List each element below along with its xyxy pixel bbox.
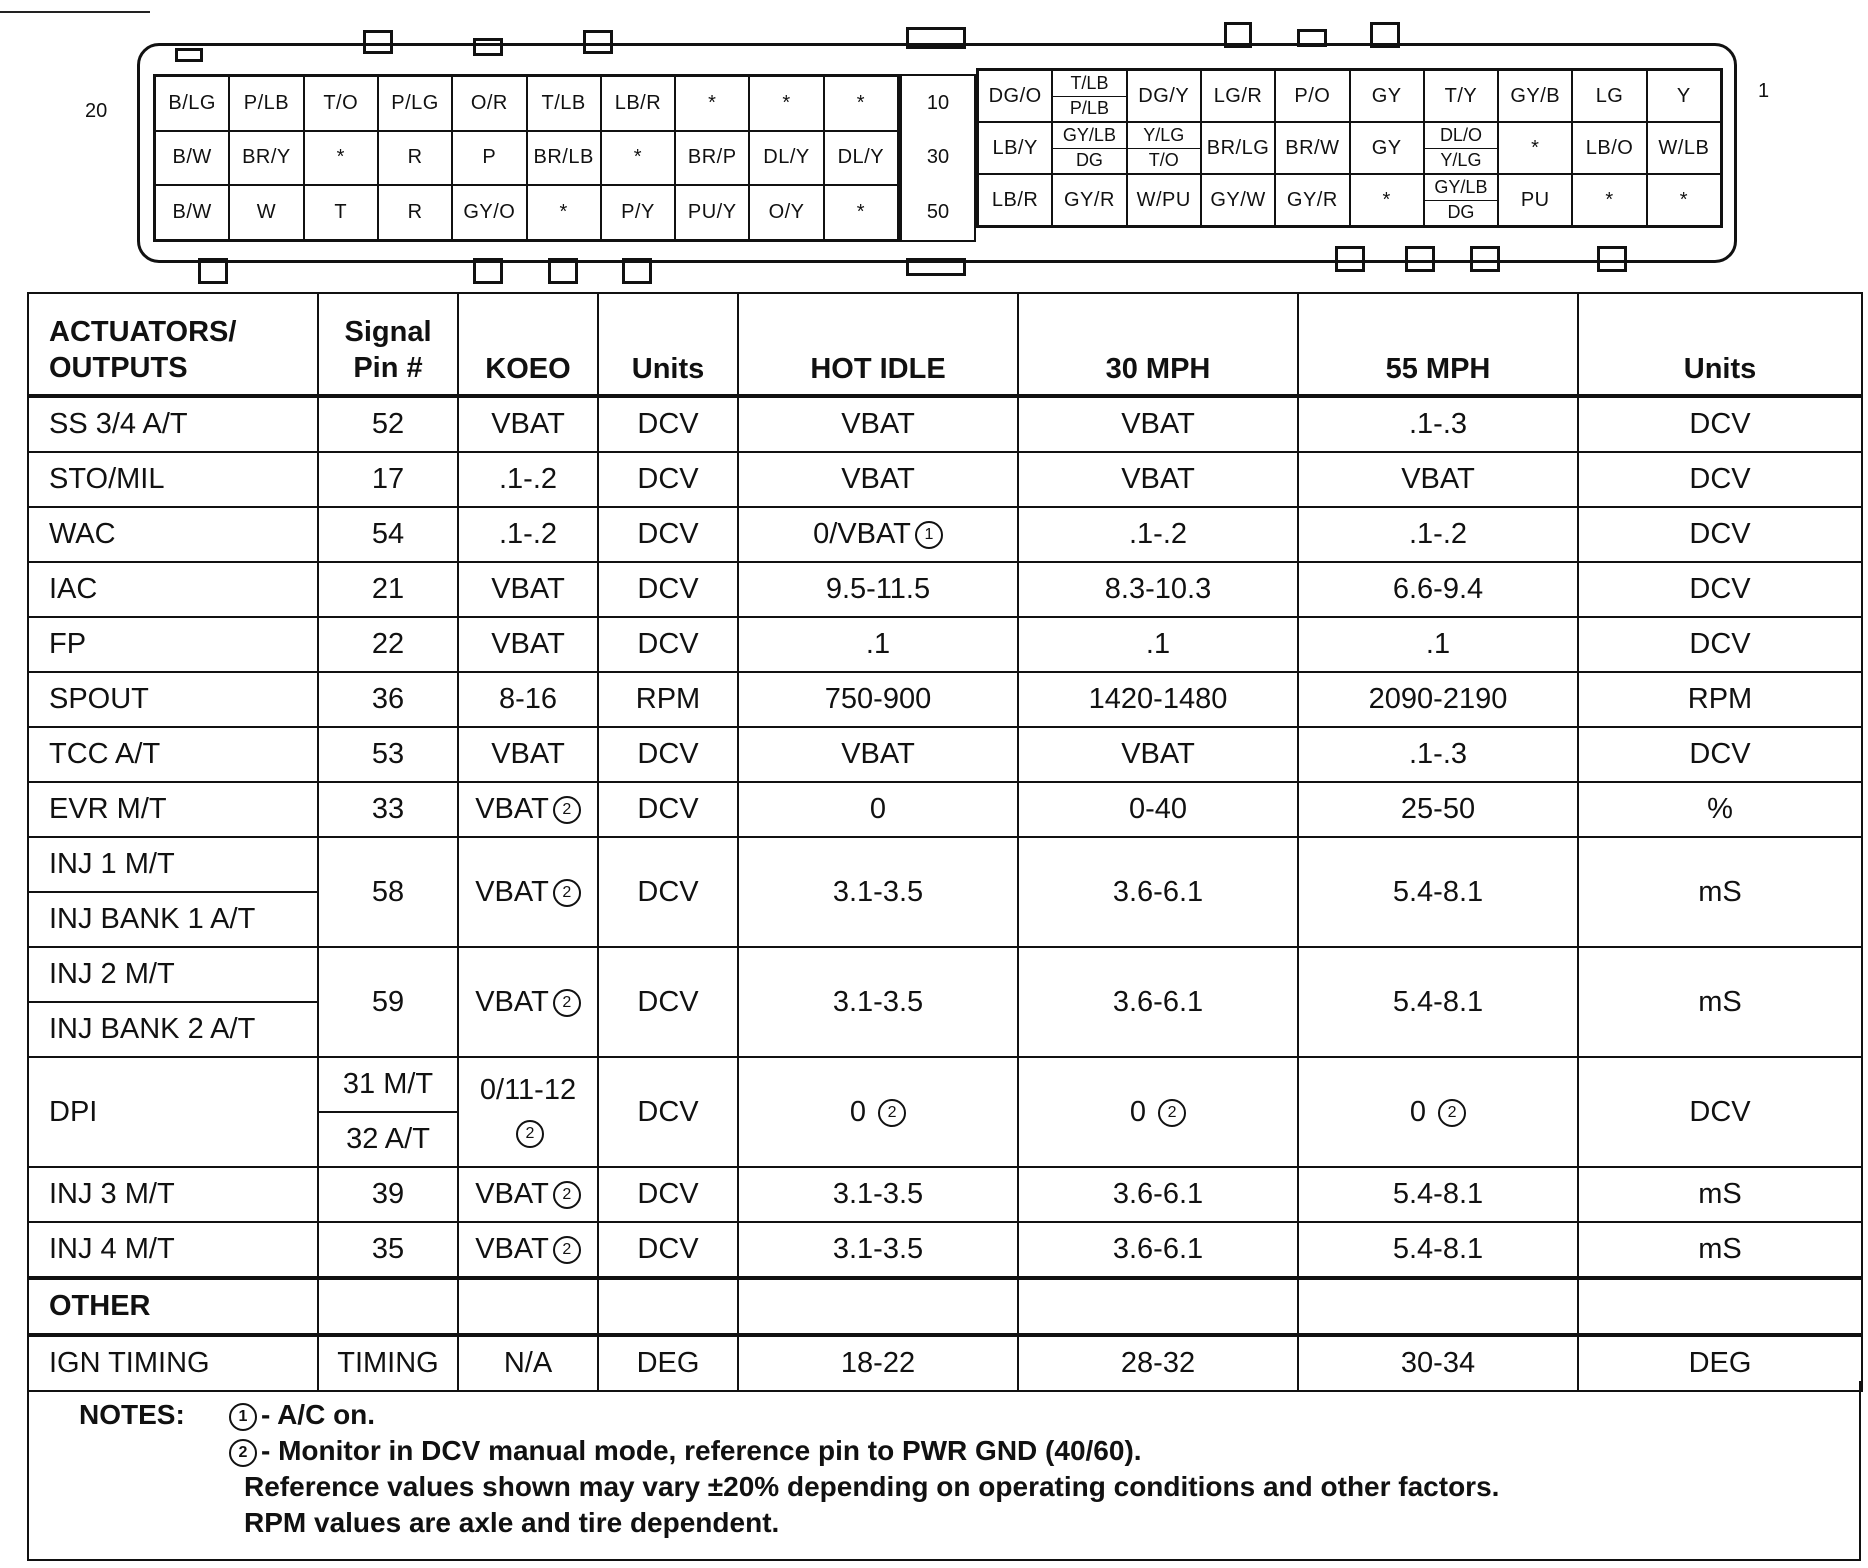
- note-2-icon: 2: [553, 879, 581, 907]
- row-koeo: 0/11-12 2: [458, 1057, 598, 1167]
- wire-color-split: GY/LB DG: [1424, 174, 1498, 226]
- row-30-mph: .1: [1018, 617, 1298, 672]
- row-name: DPI: [28, 1057, 318, 1167]
- wire-color: LB/Y: [978, 122, 1052, 174]
- row-hot-idle: 0 2: [738, 1057, 1018, 1167]
- row-units: DCV: [598, 562, 738, 617]
- table-row: [28, 947, 1862, 1002]
- row-units: DCV: [598, 507, 738, 562]
- header-hot-idle: HOT IDLE: [738, 293, 1018, 396]
- table-header-row: [28, 293, 1862, 396]
- row-units: DCV: [598, 947, 738, 1057]
- wire-color: Y: [1647, 70, 1721, 122]
- row-units-2: DCV: [1578, 727, 1862, 782]
- row-name: TCC A/T: [28, 727, 318, 782]
- row-30-mph: VBAT: [1018, 396, 1298, 452]
- row-55-mph: 5.4-8.1: [1298, 947, 1578, 1057]
- wire-color-split: T/LB P/LB: [1052, 70, 1126, 122]
- row-pin: 59: [318, 947, 458, 1057]
- table-row: [28, 617, 1862, 672]
- row-units: RPM: [598, 672, 738, 727]
- wire-color-split: DL/O Y/LG: [1424, 122, 1498, 174]
- wire-color: B/LG: [155, 76, 229, 131]
- wire-color: GY: [1350, 122, 1424, 174]
- wire-color: P/Y: [601, 185, 675, 240]
- wire-color: O/R: [452, 76, 526, 131]
- row-pin: 32 A/T: [318, 1112, 458, 1167]
- row-55-mph: 2090-2190: [1298, 672, 1578, 727]
- wire-color: B/W: [155, 131, 229, 186]
- header-koeo: KOEO: [458, 293, 598, 396]
- row-pin: 58: [318, 837, 458, 947]
- wire-color: P/LB: [229, 76, 303, 131]
- row-units-2: mS: [1578, 947, 1862, 1057]
- table-row: [28, 1057, 1862, 1112]
- table-row: [28, 727, 1862, 782]
- row-55-mph: .1-.3: [1298, 727, 1578, 782]
- row-units: DCV: [598, 782, 738, 837]
- row-name: IAC: [28, 562, 318, 617]
- row-hot-idle: 3.1-3.5: [738, 837, 1018, 947]
- row-units-2: DCV: [1578, 1057, 1862, 1167]
- table-row: [28, 562, 1862, 617]
- wire-color: LG: [1572, 70, 1646, 122]
- connector-mid-column: [900, 74, 976, 242]
- row-units-2: DCV: [1578, 452, 1862, 507]
- row-units: DEG: [598, 1335, 738, 1391]
- row-pin: TIMING: [318, 1335, 458, 1391]
- row-koeo: 8-16: [458, 672, 598, 727]
- header-30-mph: 30 MPH: [1018, 293, 1298, 396]
- notes-box: [27, 1381, 1861, 1561]
- connector-right-block: [976, 68, 1723, 228]
- pin-label-20: 20: [85, 100, 108, 122]
- row-hot-idle: 3.1-3.5: [738, 947, 1018, 1057]
- wire-color: T/LB: [527, 76, 601, 131]
- row-pin: 31 M/T: [318, 1057, 458, 1112]
- wire-color: GY: [1350, 70, 1424, 122]
- row-30-mph: .1-.2: [1018, 507, 1298, 562]
- row-name: INJ 4 M/T: [28, 1222, 318, 1278]
- wire-color: *: [1647, 174, 1721, 226]
- row-units: DCV: [598, 1057, 738, 1167]
- row-pin: 21: [318, 562, 458, 617]
- connector-left-block: [153, 74, 900, 242]
- row-units: DCV: [598, 727, 738, 782]
- note-2-icon: 2: [553, 989, 581, 1017]
- note-1-icon: 1: [229, 1403, 257, 1431]
- wire-color: W: [229, 185, 303, 240]
- notes-label: NOTES:: [79, 1399, 185, 1430]
- note-2-icon: 2: [553, 1236, 581, 1264]
- row-55-mph: 25-50: [1298, 782, 1578, 837]
- row-55-mph: .1-.3: [1298, 396, 1578, 452]
- row-units-2: DCV: [1578, 617, 1862, 672]
- wire-color: *: [824, 76, 898, 131]
- row-30-mph: 0 2: [1018, 1057, 1298, 1167]
- note-2-icon: 2: [1438, 1099, 1466, 1127]
- wire-color: R: [378, 185, 452, 240]
- row-30-mph: 3.6-6.1: [1018, 1222, 1298, 1278]
- row-hot-idle: 3.1-3.5: [738, 1167, 1018, 1222]
- row-units: DCV: [598, 1167, 738, 1222]
- wire-color: GY/O: [452, 185, 526, 240]
- row-hot-idle: 9.5-11.5: [738, 562, 1018, 617]
- row-name: SS 3/4 A/T: [28, 396, 318, 452]
- row-name: INJ 1 M/T: [28, 837, 318, 892]
- row-hot-idle: 750-900: [738, 672, 1018, 727]
- wire-color: GY/W: [1201, 174, 1275, 226]
- row-units-2: RPM: [1578, 672, 1862, 727]
- wire-color: P: [452, 131, 526, 186]
- row-units-2: DCV: [1578, 562, 1862, 617]
- row-30-mph: 28-32: [1018, 1335, 1298, 1391]
- row-name: EVR M/T: [28, 782, 318, 837]
- wire-color: W/PU: [1127, 174, 1201, 226]
- wire-color: LG/R: [1201, 70, 1275, 122]
- row-koeo: VBAT 2: [458, 1167, 598, 1222]
- table-row: [28, 1222, 1862, 1278]
- row-units: DCV: [598, 617, 738, 672]
- pin-label-1: 1: [1758, 80, 1770, 102]
- wire-color: LB/R: [978, 174, 1052, 226]
- table-body: [28, 396, 1862, 837]
- reference-values-table: [27, 292, 1863, 1392]
- row-55-mph: VBAT: [1298, 452, 1578, 507]
- row-units: DCV: [598, 452, 738, 507]
- row-55-mph: 5.4-8.1: [1298, 1167, 1578, 1222]
- wire-color: W/LB: [1647, 122, 1721, 174]
- row-koeo: VBAT: [458, 562, 598, 617]
- wire-color: *: [675, 76, 749, 131]
- row-hot-idle: 3.1-3.5: [738, 1222, 1018, 1278]
- row-koeo: N/A: [458, 1335, 598, 1391]
- row-units-2: DCV: [1578, 507, 1862, 562]
- row-hot-idle: VBAT: [738, 727, 1018, 782]
- row-55-mph: 6.6-9.4: [1298, 562, 1578, 617]
- wire-color: DL/Y: [749, 131, 823, 186]
- wire-color: LB/O: [1572, 122, 1646, 174]
- wire-color: PU: [1498, 174, 1572, 226]
- row-koeo: VBAT 2: [458, 1222, 598, 1278]
- top-rule: [0, 11, 150, 13]
- wire-color: B/W: [155, 185, 229, 240]
- table-row: [28, 1167, 1862, 1222]
- row-30-mph: 8.3-10.3: [1018, 562, 1298, 617]
- wire-color: *: [304, 131, 378, 186]
- row-units: DCV: [598, 396, 738, 452]
- row-pin: 52: [318, 396, 458, 452]
- row-30-mph: VBAT: [1018, 727, 1298, 782]
- row-koeo: VBAT: [458, 396, 598, 452]
- row-units: DCV: [598, 1222, 738, 1278]
- row-pin: 22: [318, 617, 458, 672]
- header-signal-pin: Signal Pin #: [318, 293, 458, 396]
- wire-color: PU/Y: [675, 185, 749, 240]
- row-30-mph: 3.6-6.1: [1018, 837, 1298, 947]
- row-30-mph: 1420-1480: [1018, 672, 1298, 727]
- section-row-other: [28, 1278, 1862, 1335]
- row-koeo: VBAT 2: [458, 782, 598, 837]
- note-2-icon: 2: [878, 1099, 906, 1127]
- pin-number-10: 10: [926, 91, 950, 114]
- wire-color: *: [1498, 122, 1572, 174]
- note-3: Reference values shown may vary ±20% depending on operating conditions and other factors.: [244, 1471, 1500, 1502]
- row-units-2: %: [1578, 782, 1862, 837]
- row-koeo: VBAT: [458, 727, 598, 782]
- note-2: 2 - Monitor in DCV manual mode, reference pin to PWR GND (40/60).: [229, 1435, 1142, 1467]
- wire-color: P/O: [1275, 70, 1349, 122]
- row-30-mph: VBAT: [1018, 452, 1298, 507]
- row-30-mph: 0-40: [1018, 782, 1298, 837]
- row-pin: 53: [318, 727, 458, 782]
- row-pin: 39: [318, 1167, 458, 1222]
- row-units-2: mS: [1578, 1222, 1862, 1278]
- pin-number-30: 30: [926, 146, 950, 169]
- wire-color: DL/Y: [824, 131, 898, 186]
- row-name: INJ BANK 1 A/T: [28, 892, 318, 947]
- wire-color: DG/O: [978, 70, 1052, 122]
- row-30-mph: 3.6-6.1: [1018, 947, 1298, 1057]
- wire-color: BR/LG: [1201, 122, 1275, 174]
- row-30-mph: 3.6-6.1: [1018, 1167, 1298, 1222]
- header-actuators: ACTUATORS/ OUTPUTS: [28, 293, 318, 396]
- note-1: 1 - A/C on.: [229, 1399, 375, 1431]
- table-row: [28, 396, 1862, 452]
- wire-color: GY/R: [1052, 174, 1126, 226]
- wire-color: GY/R: [1275, 174, 1349, 226]
- row-koeo: .1-.2: [458, 507, 598, 562]
- wire-color: T/Y: [1424, 70, 1498, 122]
- table-row: [28, 452, 1862, 507]
- wire-color: DG/Y: [1127, 70, 1201, 122]
- table-row: [28, 782, 1862, 837]
- row-55-mph: 5.4-8.1: [1298, 1222, 1578, 1278]
- row-name: FP: [28, 617, 318, 672]
- wire-color: R: [378, 131, 452, 186]
- table-row: [28, 672, 1862, 727]
- row-55-mph: .1: [1298, 617, 1578, 672]
- wire-color: LB/R: [601, 76, 675, 131]
- row-name: IGN TIMING: [28, 1335, 318, 1391]
- row-pin: 17: [318, 452, 458, 507]
- note-2-icon: 2: [553, 1181, 581, 1209]
- row-hot-idle: VBAT: [738, 452, 1018, 507]
- wire-color: BR/LB: [527, 131, 601, 186]
- table-row: [28, 837, 1862, 892]
- wire-color: BR/W: [1275, 122, 1349, 174]
- note-2-icon: 2: [553, 796, 581, 824]
- row-name: SPOUT: [28, 672, 318, 727]
- row-hot-idle: VBAT: [738, 396, 1018, 452]
- wire-color: BR/Y: [229, 131, 303, 186]
- row-name: INJ BANK 2 A/T: [28, 1002, 318, 1057]
- wire-color-split: GY/LB DG: [1052, 122, 1126, 174]
- row-koeo: VBAT: [458, 617, 598, 672]
- row-koeo: VBAT 2: [458, 837, 598, 947]
- wire-color: BR/P: [675, 131, 749, 186]
- header-55-mph: 55 MPH: [1298, 293, 1578, 396]
- wire-color-split: Y/LG T/O: [1127, 122, 1201, 174]
- row-hot-idle: 0: [738, 782, 1018, 837]
- row-pin: 33: [318, 782, 458, 837]
- wire-color: *: [601, 131, 675, 186]
- section-label: OTHER: [28, 1278, 318, 1335]
- row-name: INJ 2 M/T: [28, 947, 318, 1002]
- row-pin: 35: [318, 1222, 458, 1278]
- wire-color: *: [824, 185, 898, 240]
- row-55-mph: .1-.2: [1298, 507, 1578, 562]
- row-name: STO/MIL: [28, 452, 318, 507]
- row-units: DCV: [598, 837, 738, 947]
- wire-color: T: [304, 185, 378, 240]
- note-2-icon: 2: [516, 1120, 544, 1148]
- wire-color: T/O: [304, 76, 378, 131]
- note-2-icon: 2: [1158, 1099, 1186, 1127]
- row-units-2: mS: [1578, 1167, 1862, 1222]
- note-4: RPM values are axle and tire dependent.: [244, 1507, 780, 1538]
- row-55-mph: 0 2: [1298, 1057, 1578, 1167]
- header-units-2: Units: [1578, 293, 1862, 396]
- pin-number-50: 50: [926, 201, 950, 224]
- row-pin: 36: [318, 672, 458, 727]
- row-hot-idle: .1: [738, 617, 1018, 672]
- row-name: INJ 3 M/T: [28, 1167, 318, 1222]
- note-2-icon: 2: [229, 1439, 257, 1467]
- wire-color: *: [1350, 174, 1424, 226]
- row-units-2: DEG: [1578, 1335, 1862, 1391]
- header-units: Units: [598, 293, 738, 396]
- wire-color: *: [1572, 174, 1646, 226]
- row-koeo: .1-.2: [458, 452, 598, 507]
- row-units-2: DCV: [1578, 396, 1862, 452]
- row-name: WAC: [28, 507, 318, 562]
- wire-color: *: [749, 76, 823, 131]
- row-55-mph: 30-34: [1298, 1335, 1578, 1391]
- wire-color: O/Y: [749, 185, 823, 240]
- row-units-2: mS: [1578, 837, 1862, 947]
- row-koeo: VBAT 2: [458, 947, 598, 1057]
- wire-color: GY/B: [1498, 70, 1572, 122]
- row-hot-idle: 0/VBAT 1: [738, 507, 1018, 562]
- wire-color: P/LG: [378, 76, 452, 131]
- note-1-icon: 1: [915, 521, 943, 549]
- row-hot-idle: 18-22: [738, 1335, 1018, 1391]
- wire-color: *: [527, 185, 601, 240]
- table-row: [28, 507, 1862, 562]
- row-55-mph: 5.4-8.1: [1298, 837, 1578, 947]
- row-pin: 54: [318, 507, 458, 562]
